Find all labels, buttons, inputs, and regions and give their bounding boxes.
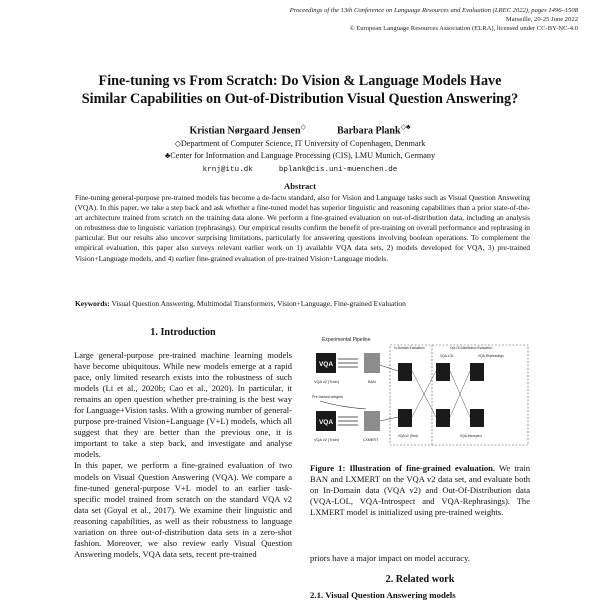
affiliation-2: ♣Center for Information and Language Processing (CIS), LMU Munich, Germany bbox=[164, 151, 436, 160]
caption-text: We train BAN and LXMERT on the VQA v2 data set, and evaluate both on In-Domain data (VQA v2) and Out-Of-Distribution data (VQA-LOL, VQA-Introspect and VQA-Rephrasings). The LXMERT model is initialized using pre-trained weights. bbox=[310, 463, 530, 518]
ban-model-label: BAN bbox=[368, 380, 376, 384]
in-domain-label: In-Domain Evaluation bbox=[394, 346, 425, 350]
eval-tile-indomain-top bbox=[398, 363, 412, 381]
header-line-location: Marseille, 20-25 June 2022 bbox=[505, 16, 578, 23]
keywords bbox=[75, 299, 535, 308]
title-line-1: Fine-tuning vs From Scratch: Do Vision & Language Models Have bbox=[98, 73, 502, 89]
label-vqa-train-top: VQA v2 (Train) bbox=[314, 380, 339, 384]
author-1-mark: ◇ bbox=[300, 123, 306, 131]
abstract-heading: Abstract bbox=[284, 181, 316, 191]
header-line-license: © European Language Resources Association (ELRA), licensed under CC-BY-NC-4.0 bbox=[349, 25, 578, 32]
vqa-lol-label: VQA-LOL bbox=[440, 354, 454, 358]
pretrained-weights-label: Pre-trained weights bbox=[312, 395, 343, 399]
label-vqa-train-bottom: VQA v2 (Train) bbox=[314, 438, 339, 442]
vqa-introspect-label: VQA-Introspect bbox=[460, 434, 482, 438]
introduction-body bbox=[74, 350, 292, 560]
figure-1 bbox=[310, 335, 532, 457]
experimental-pipeline-diagram bbox=[310, 335, 532, 457]
right-column-continuation: priors have a major impact on model accuracy. bbox=[310, 553, 470, 563]
email-1: krnj@itu.dk bbox=[202, 166, 253, 174]
author-1: Kristian Nørgaard Jensen bbox=[189, 125, 301, 137]
proceedings-header bbox=[290, 6, 578, 33]
caption-label: Figure 1: Illustration of fine-grained evaluation. bbox=[310, 463, 496, 473]
vqa-logo-top bbox=[316, 353, 336, 373]
title-line-2: Similar Capabilities on Out-of-Distribution Visual Question Answering? bbox=[81, 91, 519, 107]
section-related-work-heading: 2. Related work bbox=[385, 574, 455, 585]
abstract-text: Fine-tuning general-purpose pre-trained models has become a de-facto standard, also for Vision and Language tasks such as Visual Question Answering (VQA). In this paper, we take a step back and ask whether a fine-tuned model has superior linguistic and reasoning capabilities than a prior state-of-the-art architecture trained from scratch on the training data alone. We perform a fine-grained evaluation on out-of-distribution data, including an analysis on robustness due to linguistic variation (rephrasings). Our empirical results confirm the benefit of pre-training on overall performance and rephrasing in particular. But our results also uncover surprising limitations, particularly for answering questions involving boolean operations. To complement the empirical evaluation, this paper also surveys relevant earlier work on 1) available VQA data sets, 2) models developed for VQA, 3) pre-trained Vision+Language models, and 4) earlier fine-grained evaluation of pre-trained Vision+Language models. bbox=[75, 193, 530, 263]
eval-tile-reph-top bbox=[470, 363, 484, 381]
keywords-text: Visual Question Answering, Multimodal Transformers, Vision+Language, Fine-grained Evaluation bbox=[109, 299, 406, 308]
lxmert-model-label: LXMERT bbox=[363, 438, 379, 442]
header-line-proceedings: Proceedings of the 13th Conference on Language Resources and Evaluation (LREC 2022), pages 1496–1508 bbox=[289, 7, 578, 14]
affiliation-1: ◇Department of Computer Science, IT University of Copenhagen, Denmark bbox=[174, 139, 426, 148]
intro-paragraph-2: In this paper, we perform a fine-grained evaluation of two models on Visual Question Answering (VQA). We compare a fine-tuned general-purpose V+L model to an earlier task-specific model trained from scratch on the standard VQA v2 data set (Goyal et al., 2017). We examine their linguistic and reasoning capabilities, as well as their robustness to language variation on three out-of-distribution data sets in a zero-shot fashion. Moreover, we also review early Visual Question Answering models, VQA data sets, recent pre-trained bbox=[74, 460, 292, 559]
pretrained-arrow bbox=[320, 401, 366, 409]
eval-line-top bbox=[380, 365, 398, 371]
figure-1-caption bbox=[310, 463, 530, 518]
vqa-logo-bottom bbox=[316, 411, 336, 431]
author-2-mark: ◇♣ bbox=[400, 123, 411, 131]
lxmert-model-box bbox=[364, 411, 380, 431]
eval-line-bottom bbox=[380, 417, 398, 421]
evaluation-area bbox=[390, 345, 528, 445]
pipeline-title: Experimental Pipeline bbox=[322, 337, 371, 343]
ood-label: Out-Of-Distribution Evaluation bbox=[450, 346, 493, 350]
subsection-vqa-models-heading: 2.1. Visual Question Answering models bbox=[310, 590, 456, 600]
vqa-rephrasings-label: VQA-Rephrasings bbox=[478, 354, 504, 358]
eval-tile-lol-top bbox=[436, 363, 450, 381]
vqa-test-label: VQA v2 (Test) bbox=[398, 434, 418, 438]
emails bbox=[40, 163, 560, 176]
authors bbox=[40, 122, 560, 136]
eval-tile-reph-bottom bbox=[470, 409, 484, 427]
intro-paragraph-1: Large general-purpose pre-trained machine learning models have become ubiquitous. While new models emerge at a rapid pace, only limited research exists into the robustness of such models (Li et al., 2020b; Cao et al., 2020). In particular, it remains an open question whether pre-training is the best way for Language+Vision tasks. With a growing number of general-purpose pre-trained Vision+Language (V+L) models, which all suggest that they are better than the previous one, it is important to take a step back, and investigate and analyse models. bbox=[74, 350, 292, 460]
section-introduction-heading: 1. Introduction bbox=[150, 327, 216, 338]
svg-text:VQA: VQA bbox=[318, 361, 334, 368]
svg-text:VQA: VQA bbox=[318, 419, 334, 426]
eval-tile-lol-bottom bbox=[436, 409, 450, 427]
eval-tile-indomain-bottom bbox=[398, 409, 412, 427]
paper-title bbox=[40, 72, 560, 108]
email-2: bplank@cis.uni-muenchen.de bbox=[278, 166, 398, 174]
author-2: Barbara Plank bbox=[336, 125, 401, 137]
keywords-label: Keywords: bbox=[75, 299, 110, 308]
ban-model-box bbox=[364, 353, 380, 373]
